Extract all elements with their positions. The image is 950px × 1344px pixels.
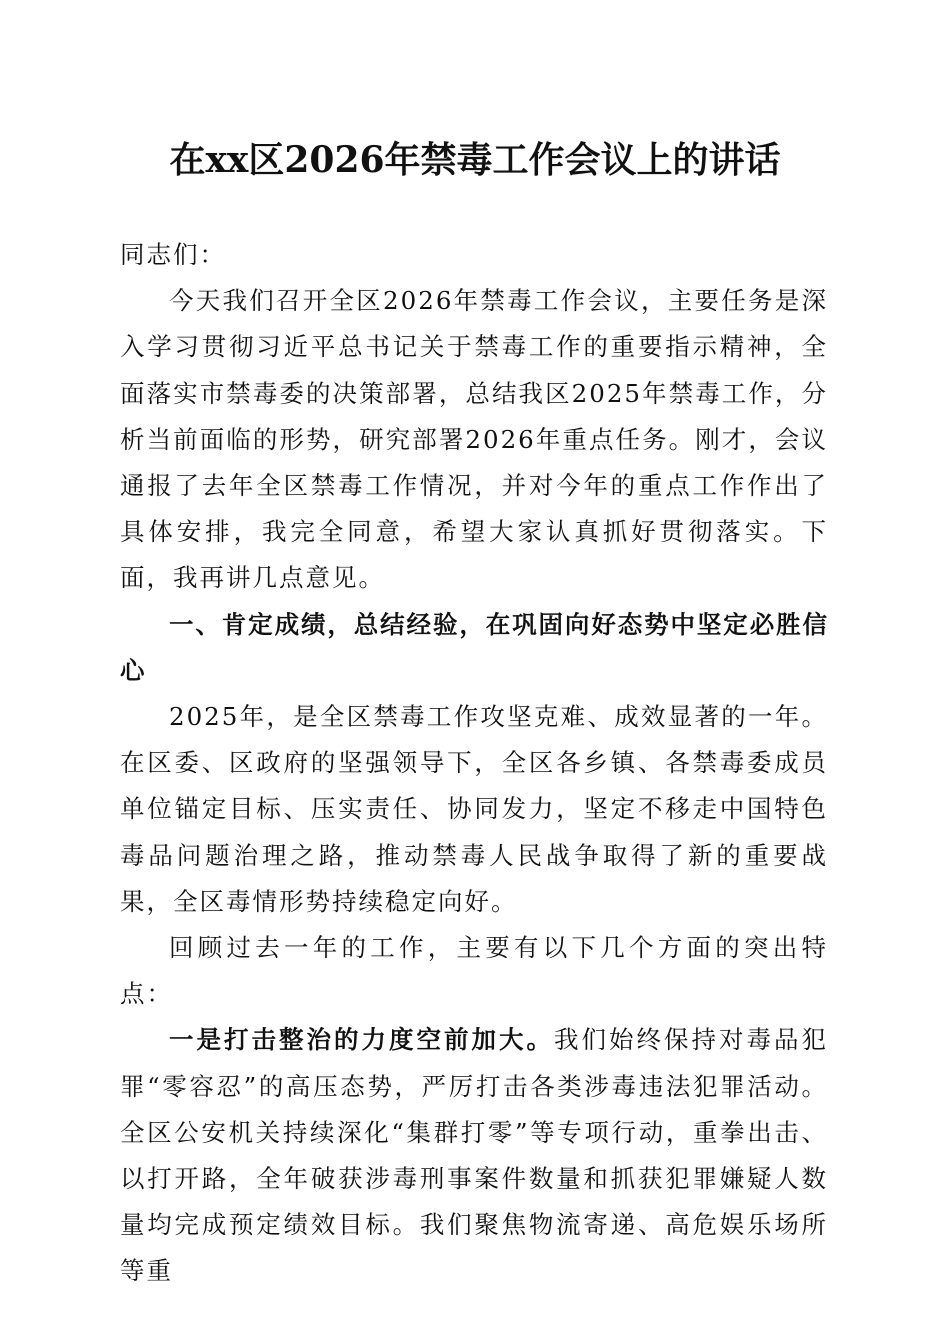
section-1-paragraph-1: 2025年，是全区禁毒工作攻坚克难、成效显著的一年。在区委、区政府的坚强领导下，全区各乡镇、各禁毒委成员单位锚定目标、压实责任、协同发力，坚定不移走中国特色毒品问题治理之路，推动禁毒人民战争取得了新的重要战果，全区毒情形势持续稳定向好。 — [120, 702, 828, 916]
point-1-text: 我们始终保持对毒品犯罪“零容忍”的高压态势，严厉打击各类涉毒违法犯罪活动。全区公安机关持续深化“集群打零”等专项行动，重拳出击、以打开路，全年破获涉毒刑事案件数量和抓获犯罪嫌疑人数量均完成预定绩效目标。我们聚焦物流寄递、高危娱乐场所等重 — [120, 1025, 828, 1286]
section-1-heading: 一、肯定成绩，总结经验，在巩固向好态势中坚定必胜信心 — [120, 609, 828, 685]
salutation: 同志们： — [120, 240, 226, 269]
intro-paragraph: 今天我们召开全区2026年禁毒工作会议，主要任务是深入学习贯彻习近平总书记关于禁毒工作的重要指示精神，全面落实市禁毒委的决策部署，总结我区2025年禁毒工作，分析当前面临的形势，研究部署2026年重点任务。刚才，会议通报了去年全区禁毒工作情况，并对今年的重点工作作出了具体安排，我完全同意，希望大家认真抓好贯彻落实。下面，我再讲几点意见。 — [120, 286, 828, 593]
document-title: 在xx区2026年禁毒工作会议上的讲话 — [169, 139, 781, 181]
point-1-paragraph — [120, 1017, 828, 1294]
section-1-paragraph-2: 回顾过去一年的工作，主要有以下几个方面的突出特点： — [120, 933, 828, 1009]
point-1-lead: 一是打击整治的力度空前加大。 — [169, 1025, 554, 1055]
document-body — [120, 232, 828, 1295]
